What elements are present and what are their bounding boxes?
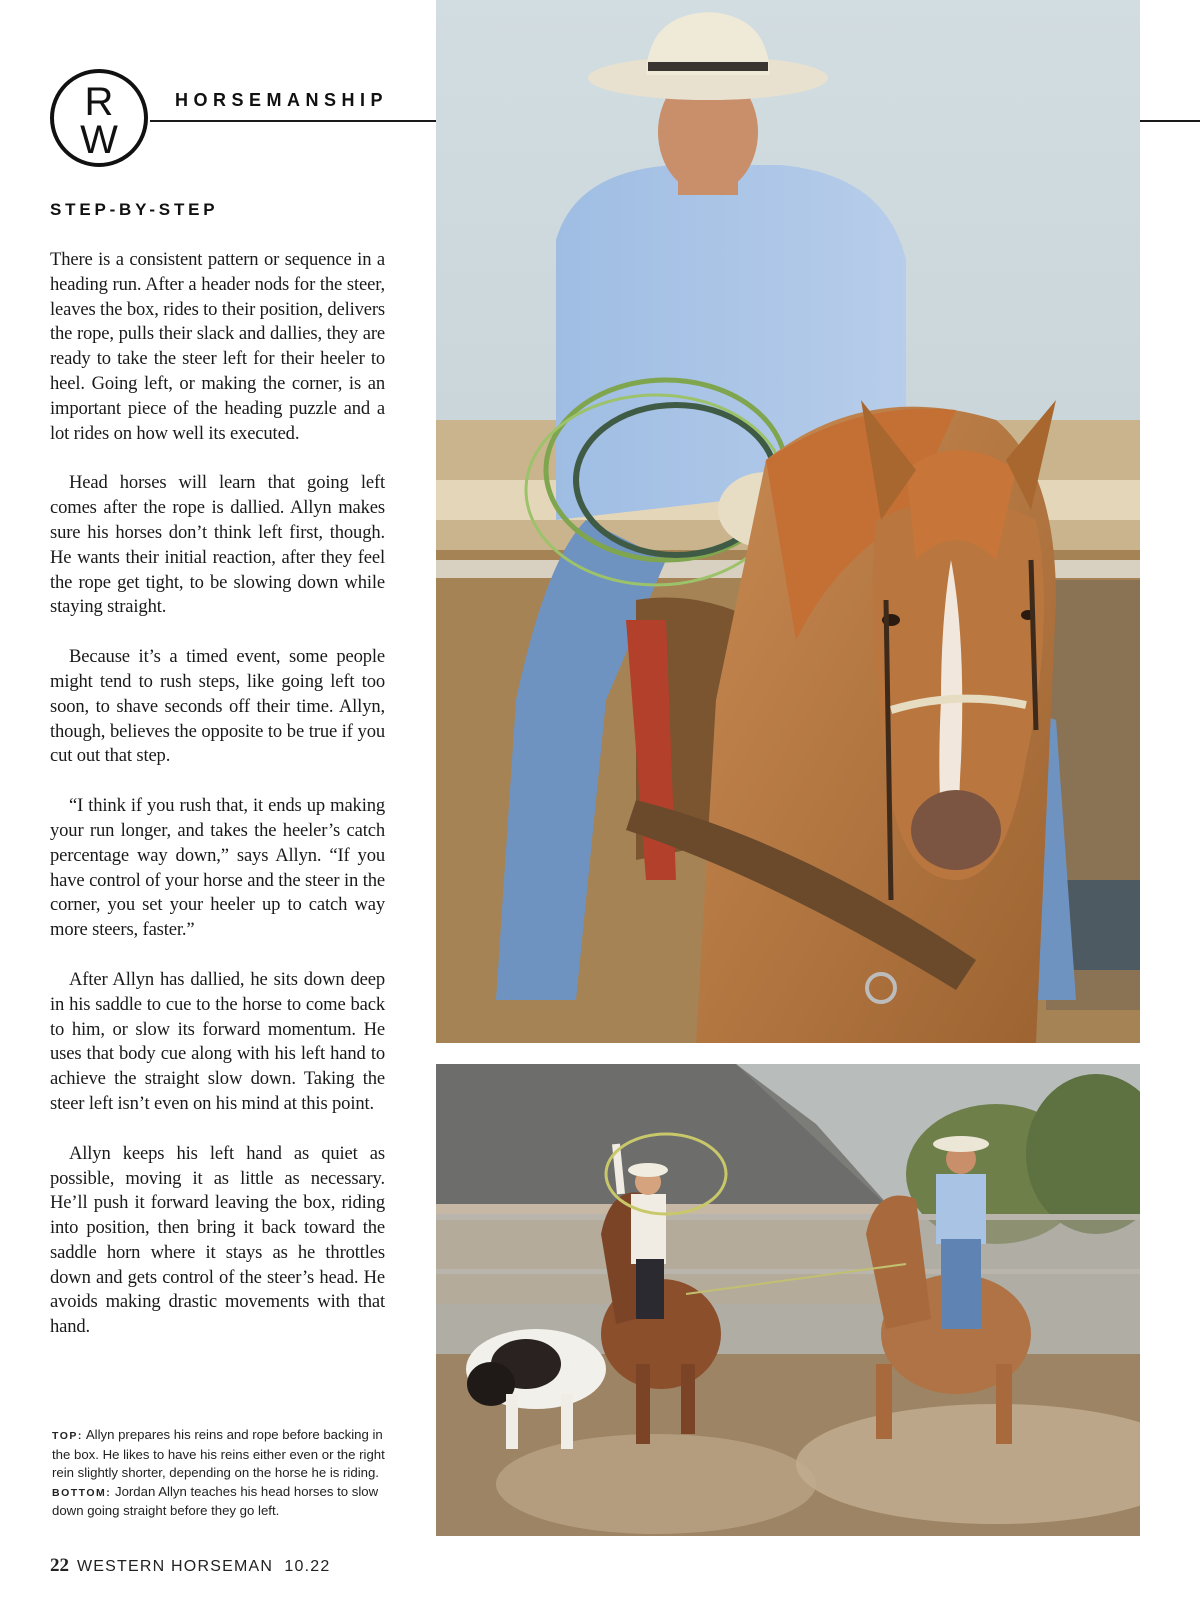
article-body <box>50 248 385 1365</box>
page-number: 22 <box>50 1555 69 1576</box>
caption-bottom-tag: BOTTOM: <box>52 1486 112 1499</box>
logo-letter-r: R <box>84 80 114 124</box>
paragraph: Allyn keeps his left hand as quiet as possible, moving it as little as necessary. He’ll push it forward leaving the box, riding into position, then bring it back toward the saddle horn where it stays as he throttles down and gets control of the steer’s head. He avoids making drastic movements with that hand. <box>50 1142 385 1338</box>
photo-caption <box>52 1426 390 1521</box>
photo-roping-action <box>436 1064 1140 1536</box>
paragraph: After Allyn has dallied, he sits down deep in his saddle to cue to the horse to come back to him, or slow its forward momentum. He uses that body cue along with his left hand to achieve the straight slow down. Taking the steer left isn’t even on his mind at this point. <box>50 968 385 1114</box>
section-label: HORSEMANSHIP <box>175 90 389 110</box>
paragraph: Because it’s a timed event, some people might tend to rush steps, like going left too soon, to shave seconds off their time. Allyn, though, believes the opposite to be true if you cut out that step. <box>50 646 385 767</box>
paragraph: “I think if you rush that, it ends up making your run longer, and takes the heeler’s catch percentage way down,” says Allyn. “If you have control of your horse and the steer in the corner, you set your heeler up to catch way more steers, faster.” <box>50 795 385 941</box>
header-rule <box>150 120 436 122</box>
publication-name: WESTERN HORSEMAN <box>77 1558 274 1575</box>
caption-top-text: Allyn prepares his reins and rope before backing in the box. He likes to have his reins either even or the right rein slightly shorter, depending on the horse he is riding. <box>52 1427 385 1481</box>
page-footer <box>50 1555 330 1577</box>
caption-top-tag: TOP: <box>52 1430 83 1442</box>
paragraph: Head horses will learn that going left comes after the rope is dallied. Allyn makes sure his horses don’t think left first, though. He wants their initial reaction, after they feel the rope get tight, to be slowing down while staying straight. <box>50 472 385 618</box>
rw-logo <box>49 68 149 168</box>
paragraph: There is a consistent pattern or sequence in a heading run. After a header nods for the steer, leaves the box, rides to their position, delivers the rope, pulls their slack and dallies, they are ready to take the steer left for their heeler to heel. Going left, or making the corner, is an important piece of the heading puzzle and a lot rides on how well its executed. <box>50 249 386 444</box>
caption-bottom-text: Jordan Allyn teaches his head horses to slow down going straight before they go left. <box>52 1483 379 1519</box>
photo-rider-portrait <box>436 0 1140 1043</box>
logo-letter-w: W <box>80 118 118 162</box>
issue-date: 10.22 <box>284 1558 331 1575</box>
article-subhead: STEP-BY-STEP <box>50 200 219 219</box>
header-rule-right <box>1140 120 1200 122</box>
